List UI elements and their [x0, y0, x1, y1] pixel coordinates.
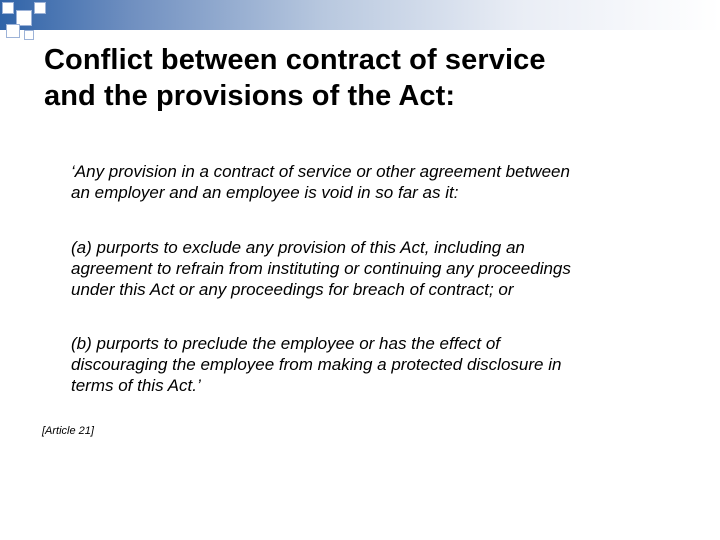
square-icon [34, 2, 46, 14]
text-line: under this Act or any proceedings for breach of contract; or [71, 280, 514, 299]
paragraph-b [71, 333, 686, 396]
citation: [Article 21] [42, 425, 94, 437]
text-line: discouraging the employee from making a protected disclosure in [71, 355, 562, 374]
text-line: (b) purports to preclude the employee or has the effect of [71, 334, 501, 353]
paragraph-intro [71, 161, 686, 203]
text-line: (a) purports to exclude any provision of this Act, including an [71, 238, 525, 257]
page-title [44, 42, 694, 114]
square-icon [24, 30, 34, 40]
text-line: ‘Any provision in a contract of service or other agreement between [71, 162, 570, 181]
text-line: terms of this Act.’ [71, 376, 201, 395]
header-gradient-band [0, 0, 720, 30]
decorative-squares-icon [0, 0, 60, 48]
title-line-1: Conflict between contract of service [44, 44, 546, 76]
text-line: agreement to refrain from instituting or continuing any proceedings [71, 259, 571, 278]
square-icon [2, 2, 14, 14]
title-line-2: and the provisions of the Act: [44, 80, 456, 112]
paragraph-a [71, 237, 686, 300]
text-line: an employer and an employee is void in so far as it: [71, 183, 459, 202]
square-icon [6, 24, 20, 38]
